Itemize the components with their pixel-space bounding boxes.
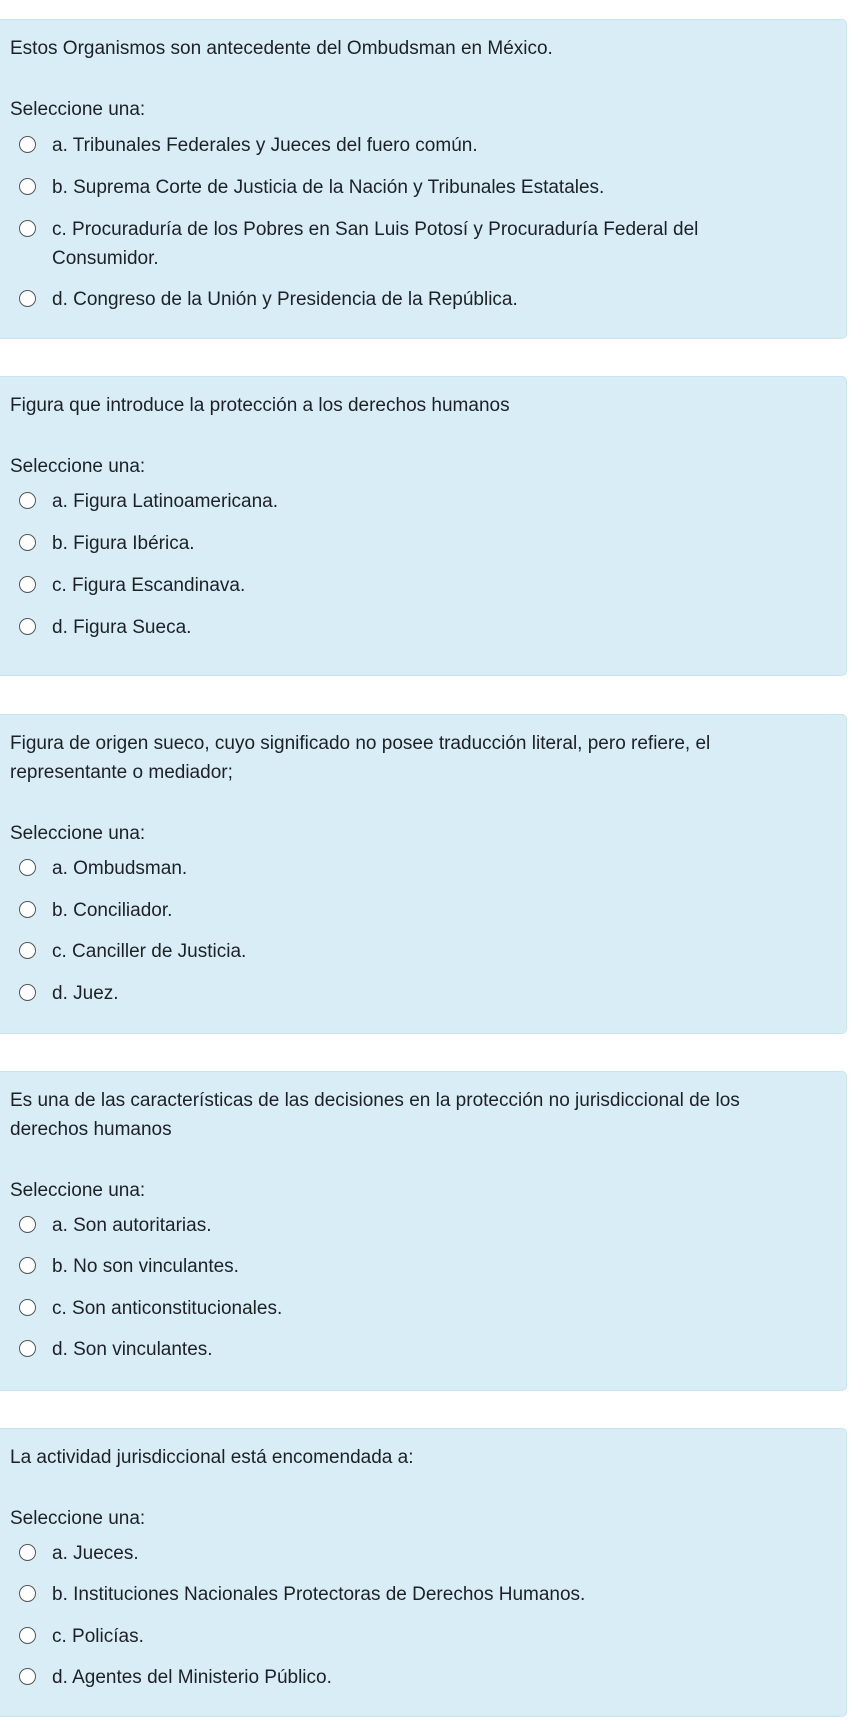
radio-button[interactable] [19,1668,36,1685]
answer-option-a[interactable] [19,1539,786,1568]
question-text: Figura que introduce la protección a los derechos humanos [10,395,510,416]
question-text: La actividad jurisdiccional está encomendada a: [10,1447,414,1468]
option-label: c. Policías. [52,1626,144,1647]
option-label: d. Juez. [52,983,119,1004]
answer-option-a[interactable] [19,854,786,883]
option-label: c. Son anticonstitucionales. [52,1298,283,1319]
answer-option-b[interactable] [19,173,786,202]
radio-button[interactable] [19,1340,36,1357]
question-card-5 [0,1428,847,1717]
question-card-3 [0,714,847,1034]
option-label: b. Suprema Corte de Justicia de la Nación y Tribunales Estatales. [52,177,605,198]
radio-button[interactable] [19,220,36,237]
answer-option-b[interactable] [19,529,786,558]
answer-option-d[interactable] [19,1663,786,1692]
radio-button[interactable] [19,901,36,918]
radio-button[interactable] [19,178,36,195]
option-label: a. Figura Latinoamericana. [52,491,279,512]
option-label: d. Congreso de la Unión y Presidencia de la República. [52,289,518,310]
option-label: b. Instituciones Nacionales Protectoras de Derechos Humanos. [52,1584,586,1605]
option-label: c. Figura Escandinava. [52,575,246,596]
radio-button[interactable] [19,618,36,635]
radio-button[interactable] [19,492,36,509]
option-label: b. No son vinculantes. [52,1256,239,1277]
option-label: a. Jueces. [52,1543,139,1564]
radio-button[interactable] [19,1216,36,1233]
question-card-4 [0,1071,847,1391]
radio-button[interactable] [19,1544,36,1561]
answer-option-c[interactable] [19,1294,786,1323]
option-label: b. Figura Ibérica. [52,533,195,554]
radio-button[interactable] [19,576,36,593]
answer-option-c[interactable] [19,215,756,273]
radio-button[interactable] [19,984,36,1001]
radio-button[interactable] [19,1627,36,1644]
option-label: b. Conciliador. [52,900,173,921]
answer-option-a[interactable] [19,1211,786,1240]
radio-button[interactable] [19,1299,36,1316]
radio-button[interactable] [19,534,36,551]
answer-option-c[interactable] [19,1622,786,1651]
answer-option-b[interactable] [19,1580,786,1609]
option-label: a. Son autoritarias. [52,1215,212,1236]
answer-option-c[interactable] [19,571,786,600]
radio-button[interactable] [19,136,36,153]
radio-button[interactable] [19,1585,36,1602]
radio-button[interactable] [19,1257,36,1274]
answer-option-d[interactable] [19,285,786,314]
question-text: Figura de origen sueco, cuyo significado no posee traducción literal, pero refiere, el representante o mediador; [10,733,711,783]
option-label: d. Agentes del Ministerio Público. [52,1667,332,1688]
radio-button[interactable] [19,859,36,876]
question-card-2 [0,376,847,676]
answer-option-a[interactable] [19,131,786,160]
answer-option-a[interactable] [19,487,786,516]
option-label: d. Son vinculantes. [52,1339,213,1360]
select-one-prompt: Seleccione una: [10,456,146,477]
question-text: Estos Organismos son antecedente del Ombudsman en México. [10,38,553,59]
answer-option-c[interactable] [19,937,786,966]
radio-button[interactable] [19,942,36,959]
answer-option-d[interactable] [19,613,786,642]
answer-option-b[interactable] [19,896,786,925]
option-label: d. Figura Sueca. [52,617,192,638]
answer-option-d[interactable] [19,1335,786,1364]
option-label: a. Tribunales Federales y Jueces del fuero común. [52,135,478,156]
select-one-prompt: Seleccione una: [10,1508,146,1529]
option-label: c. Procuraduría de los Pobres en San Luis Potosí y Procuraduría Federal del Consumidor. [52,219,699,269]
option-label: a. Ombudsman. [52,858,188,879]
answer-option-b[interactable] [19,1252,786,1281]
select-one-prompt: Seleccione una: [10,823,146,844]
radio-button[interactable] [19,290,36,307]
select-one-prompt: Seleccione una: [10,99,146,120]
option-label: c. Canciller de Justicia. [52,941,247,962]
question-text: Es una de las características de las decisiones en la protección no jurisdiccional de los derechos humanos [10,1090,740,1140]
select-one-prompt: Seleccione una: [10,1180,146,1201]
answer-option-d[interactable] [19,979,786,1008]
question-card-1 [0,19,847,339]
